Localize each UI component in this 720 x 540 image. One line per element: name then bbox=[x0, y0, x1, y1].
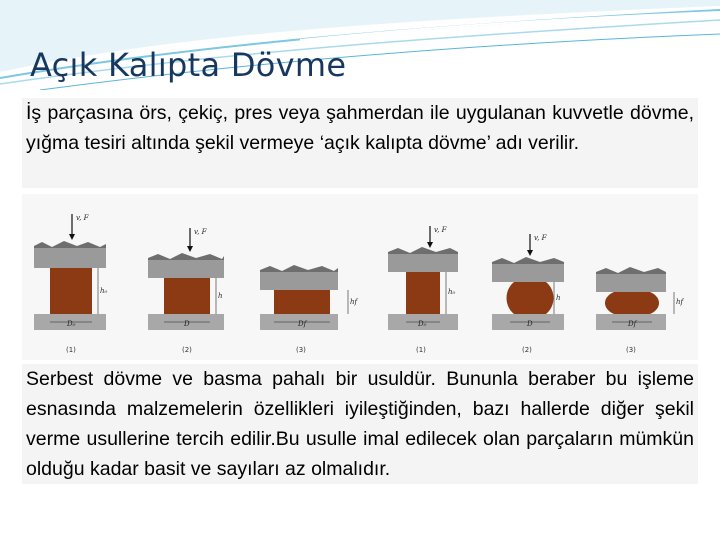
intro-paragraph-box bbox=[22, 98, 698, 188]
load-label: v, F bbox=[76, 214, 89, 222]
intro-paragraph: İş parçasına örs, çekiç, pres veya şahmerdan ile uygulanan kuvvetle dövme, yığma tesiri altında şekil vermeye ‘açık kalıpta dövme’ adı verilir. bbox=[26, 102, 694, 154]
step-label: (1) bbox=[66, 346, 76, 354]
left-stage-1 bbox=[34, 214, 108, 354]
right-stage-1 bbox=[388, 226, 458, 354]
height-label: hf bbox=[350, 298, 358, 306]
load-label: v, F bbox=[194, 228, 207, 236]
step-label: (3) bbox=[296, 346, 306, 354]
step-label: (3) bbox=[626, 346, 636, 354]
load-label: v, F bbox=[534, 234, 547, 242]
slide-title: Açık Kalıpta Dövme bbox=[30, 46, 347, 84]
diameter-label: D bbox=[184, 320, 190, 328]
height-label: hf bbox=[676, 298, 684, 306]
diameter-label: Df bbox=[298, 320, 307, 328]
diameter-label: Df bbox=[628, 320, 637, 328]
description-paragraph-box bbox=[22, 364, 698, 484]
forging-figure bbox=[22, 194, 698, 360]
height-label: h bbox=[218, 292, 223, 300]
height-label: h bbox=[556, 294, 561, 302]
description-paragraph: Serbest dövme ve basma pahalı bir usuldür. Bununla beraber bu işleme esnasında malzemelerin özellikleri iyileştiğinden, bazı hallerde diğer şekil verme usullerine tercih edilir.Bu usulle imal edilecek olan parçaların mümkün olduğu kadar basit ve sayıları az olmalıdır. bbox=[26, 368, 694, 480]
diameter-label: D₀ bbox=[67, 320, 76, 328]
left-stage-2 bbox=[148, 228, 224, 354]
step-label: (2) bbox=[522, 346, 532, 354]
right-stage-2 bbox=[492, 234, 564, 354]
diameter-label: D₀ bbox=[418, 320, 427, 328]
diameter-label: D bbox=[527, 320, 533, 328]
height-label: h₀ bbox=[448, 288, 456, 296]
left-stage-3 bbox=[260, 265, 359, 354]
right-stage-3 bbox=[596, 267, 685, 354]
load-label: v, F bbox=[434, 226, 447, 234]
step-label: (2) bbox=[182, 346, 192, 354]
step-label: (1) bbox=[416, 346, 426, 354]
height-label: h₀ bbox=[100, 287, 108, 295]
